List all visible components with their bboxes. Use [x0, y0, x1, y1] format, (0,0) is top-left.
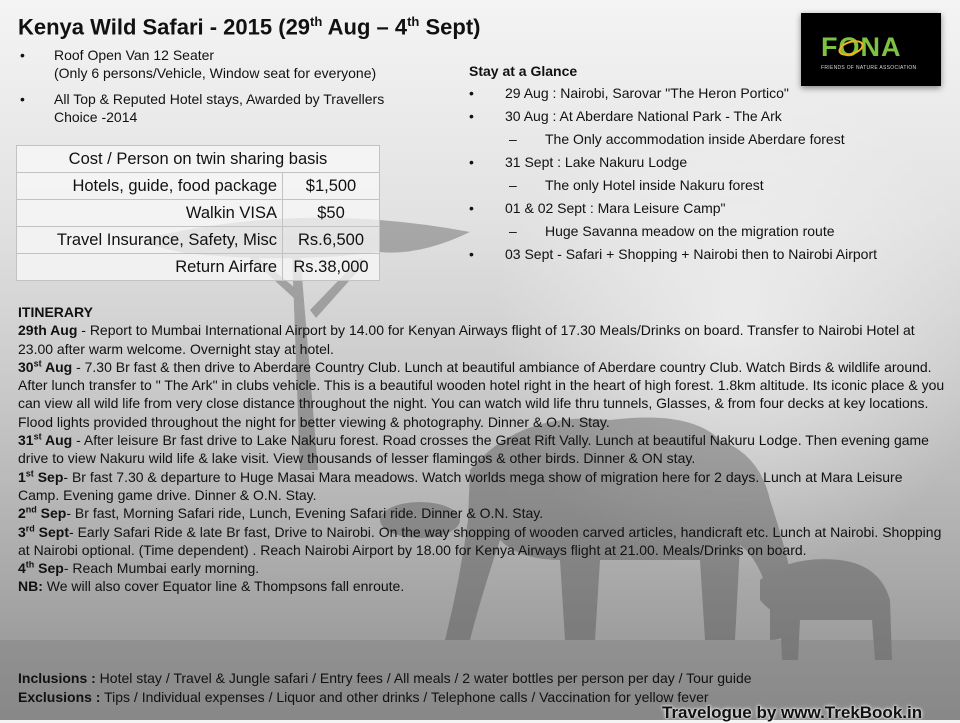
itinerary-heading: ITINERARY [18, 304, 93, 320]
list-item: • 03 Sept - Safari + Shopping + Nairobi then to Nairobi Airport [469, 245, 949, 263]
glance-title: Stay at a Glance [469, 63, 578, 79]
feature-list [18, 46, 458, 134]
day-text: - Reach Mumbai early morning. [63, 560, 260, 577]
day-month: Sep [33, 468, 64, 485]
cost-label: Travel Insurance, Safety, Misc [17, 227, 283, 254]
feature-text: (Only 6 persons/Vehicle, Window seat for everyone) [54, 65, 377, 81]
itinerary [18, 303, 946, 596]
day-number: 2 [18, 505, 26, 522]
day-number: 4 [18, 560, 26, 577]
list-item: • 31 Sept : Lake Nakuru Lodge [469, 153, 949, 171]
itinerary-day [18, 468, 946, 505]
note-label: NB: [18, 578, 43, 595]
day-label [18, 505, 66, 521]
inclusions-line [18, 669, 948, 688]
title-text: Sept) [419, 14, 481, 40]
cost-label: Walkin VISA [17, 200, 283, 227]
page-title [18, 14, 481, 40]
day-text: - Br fast, Morning Safari ride, Lunch, Evening Safari ride. Dinner & O.N. Stay. [66, 505, 544, 522]
inclusions-text: Hotel stay / Travel & Jungle safari / Entry fees / All meals / 2 water bottles per person per day / Tour guide [95, 670, 752, 686]
cost-value: $1,500 [283, 173, 380, 200]
table-row [17, 200, 380, 227]
cost-table [16, 145, 380, 281]
cost-table-header: Cost / Person on twin sharing basis [17, 146, 380, 173]
day-suffix: st [25, 468, 34, 479]
day-month: Sept [34, 523, 70, 540]
title-superscript: th [310, 14, 323, 29]
list-subitem: – Huge Savanna meadow on the migration route [469, 222, 949, 240]
note-text: We will also cover Equator line & Thompsons fall enroute. [42, 578, 405, 595]
table-row [17, 254, 380, 281]
day-number: 1 [18, 468, 26, 485]
cost-value: Rs.6,500 [283, 227, 380, 254]
cost-value: Rs.38,000 [283, 254, 380, 281]
feature-text: Choice -2014 [54, 109, 138, 125]
logo-letter-ring: O [838, 32, 861, 62]
exclusions-label: Exclusions : [18, 689, 101, 705]
glance-list [469, 84, 949, 263]
table-row [17, 173, 380, 200]
footer-credit: Travelogue by www.TrekBook.in [662, 703, 923, 722]
logo-subtitle: FRIENDS OF NATURE ASSOCIATION [821, 65, 917, 71]
day-suffix: th [25, 559, 35, 570]
day-label [18, 469, 63, 485]
cost-label: Return Airfare [17, 254, 283, 281]
list-subitem: – The only Hotel inside Nakuru forest [469, 176, 949, 194]
itinerary-day [18, 321, 946, 358]
day-label [18, 432, 72, 448]
logo-letter: F [821, 32, 839, 62]
day-month: Sep [34, 560, 64, 577]
day-label [18, 359, 72, 375]
itinerary-day [18, 358, 946, 431]
logo-wordmark [821, 32, 902, 63]
day-text: - Report to Mumbai International Airport by 14.00 for Kenyan Airways flight of 17.30 Meals/Drinks on board. Transfer to Nairobi Hotel at 23.00 after warm welcome. Overnight stay at hotel. [18, 322, 915, 357]
day-number: 31 [18, 432, 34, 449]
cost-value: $50 [283, 200, 380, 227]
cost-label: Hotels, guide, food package [17, 173, 283, 200]
inclusions-exclusions [18, 669, 948, 707]
day-label [18, 560, 64, 576]
stay-at-a-glance [469, 62, 949, 268]
day-month: Aug [41, 432, 73, 449]
feature-item [18, 46, 458, 82]
day-text: - 7.30 Br fast & then drive to Aberdare Country Club. Lunch at beautiful ambiance of Aberdare country Club. Watch Birds & wildlife around. After lunch transfer to " The Ark" in clubs vehicle. This is a beautiful wooden hotel right in the heart of high forest. 1.8km altitude. Its iconic place & you can view all wild life from very close distance throughout the night. You can watch wild life thru tunnels, Glasses, & from four decks at key locations. Flood lights provided throughout the night for better viewing & photography. Dinner & O.N. Stay. [18, 358, 945, 430]
feature-text: Roof Open Van 12 Seater [54, 47, 215, 63]
day-text: - After leisure Br fast drive to Lake Nakuru forest. Road crosses the Great Rift Vally. Lunch at beautiful Nakuru Lodge. Then evening game drive to view Nakuru wild life & lake visit. View thousands of lesser flamingos & other birds. Dinner & ON stay. [18, 432, 929, 467]
title-text: Aug – 4 [322, 14, 408, 40]
inclusions-label: Inclusions : [18, 670, 96, 686]
exclusions-text: Tips / Individual expenses / Liquor and other drinks / Telephone calls / Vaccination for yellow fever [100, 689, 709, 705]
logo-letter: NA [860, 32, 902, 62]
day-suffix: nd [25, 504, 37, 515]
cost-table-header-row [17, 146, 380, 173]
feature-item [18, 90, 458, 126]
list-item: • 01 & 02 Sept : Mara Leisure Camp" [469, 199, 949, 217]
list-subitem: – The Only accommodation inside Aberdare forest [469, 130, 949, 148]
day-text: - Br fast 7.30 & departure to Huge Masai Mara meadows. Watch worlds mega show of migration here for 2 days. Lunch at Mara Leisure Camp. Evening game drive. Dinner & O.N. Stay. [18, 468, 903, 503]
list-item: • 30 Aug : At Aberdare National Park - The Ark [469, 107, 949, 125]
day-suffix: st [33, 431, 42, 442]
table-row [17, 227, 380, 254]
day-month: Sep [36, 505, 67, 522]
day-suffix: st [33, 358, 42, 369]
title-superscript: th [407, 14, 420, 29]
day-month: Aug [41, 358, 73, 375]
itinerary-day [18, 559, 946, 577]
title-text: Kenya Wild Safari - 2015 (29 [18, 14, 311, 40]
day-number: 30 [18, 358, 34, 375]
day-label: 29th Aug [18, 322, 78, 339]
feature-text: All Top & Reputed Hotel stays, Awarded by Travellers [54, 91, 385, 107]
itinerary-day [18, 523, 946, 560]
day-text: - Early Safari Ride & late Br fast, Drive to Nairobi. On the way shopping of wooden carved articles, handicraft etc. Lunch at Nairobi. Shopping at Nairobi optional. (Time dependent) . Reach Nairobi Airport by 18.00 for Kenya Airways flight at 21.00. Meals/Drinks on board. [18, 523, 942, 558]
itinerary-day [18, 504, 946, 522]
day-label [18, 524, 69, 540]
itinerary-note [18, 577, 946, 595]
day-number: 3 [18, 523, 26, 540]
list-item: • 29 Aug : Nairobi, Sarovar "The Heron Portico" [469, 84, 949, 102]
day-suffix: rd [25, 522, 35, 533]
itinerary-day [18, 431, 946, 468]
